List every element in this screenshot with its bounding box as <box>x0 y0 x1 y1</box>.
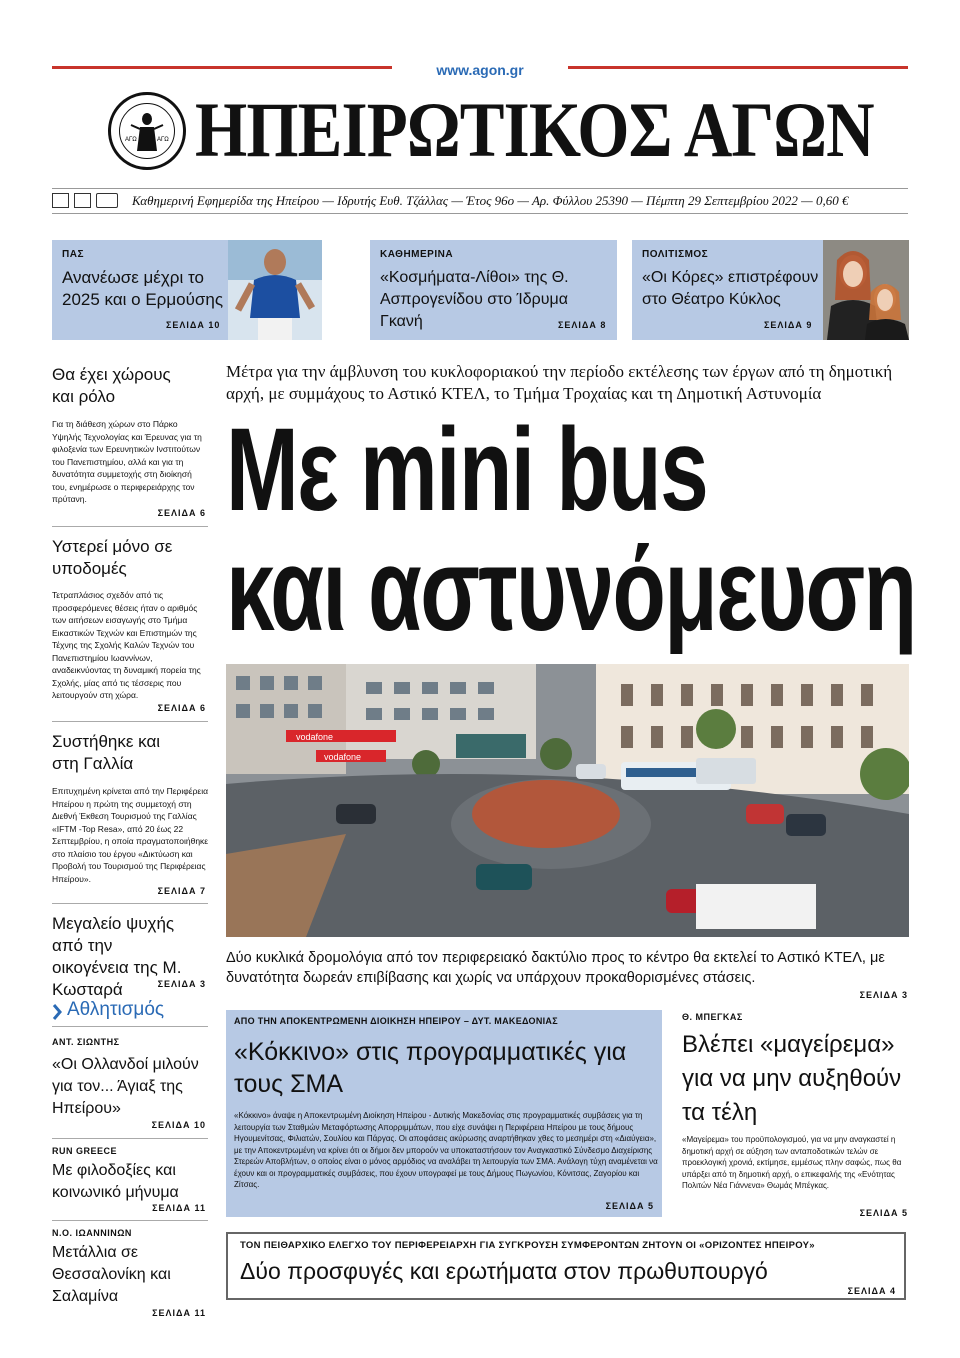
top-rule-left <box>52 66 392 69</box>
promo-politismos[interactable] <box>632 240 909 340</box>
sports-page: ΣΕΛΙΔΑ 11 <box>152 1308 206 1318</box>
svg-text:ΑΓΩ: ΑΓΩ <box>157 137 169 143</box>
promo-title: «Κοσμήματα-Λίθοι» της Θ. Ασπρογενίδου στο Ίδρυμα Γκανή <box>380 269 569 330</box>
divider <box>52 1220 208 1221</box>
divider <box>52 1138 208 1139</box>
divider <box>52 903 208 904</box>
promo-page: ΣΕΛΙΔΑ 9 <box>764 320 813 330</box>
sidebar-page: ΣΕΛΙΔΑ 7 <box>157 886 206 896</box>
story-pm-box[interactable] <box>226 1232 906 1300</box>
footballer-photo <box>228 240 322 340</box>
story-title: «Κόκκινο» στις προγραμματικές για τους ΣΜΑ <box>234 1038 627 1098</box>
site-url[interactable]: www.agon.gr <box>436 62 524 78</box>
vodafone-sign: vodafone <box>324 752 362 762</box>
story-title[interactable]: Βλέπει «μαγείρεμα» για να μην αυξηθούν τα τέλη <box>682 1031 902 1126</box>
sports-kicker: RUN GREECE <box>52 1146 118 1156</box>
story-body: «Μαγείρεμα» του προϋπολογισμού, για να μην αναγκαστεί η δημοτική αρχή σε αύξηση των ανταποδοτικών τελών σε προεκλογική χρονιά, εκτίμησε, εμμέσως πλην σαφώς, πως θα υπάρξει από τη δημοτική αρχή, ο επικεφαλής της «Ενότητας Πολιτών Νέα Γιάννενα» Θωμάς Μπέγκας. <box>682 1135 902 1190</box>
promo-page: ΣΕΛΙΔΑ 8 <box>558 320 607 330</box>
sidebar-title[interactable]: Θα έχει χώρους και ρόλο <box>52 365 171 406</box>
sports-page: ΣΕΛΙΔΑ 11 <box>152 1203 206 1213</box>
sports-kicker: ΑΝΤ. ΣΙΩΝΤΗΣ <box>52 1037 120 1047</box>
sports-section-title: Αθλητισμός <box>67 999 165 1020</box>
story-sma-box[interactable] <box>226 1010 662 1217</box>
sports-kicker: Ν.Ο. ΙΩΑΝΝΙΝΩΝ <box>52 1228 132 1238</box>
promo-kathimerina[interactable] <box>370 240 617 340</box>
member-logo-icon <box>96 193 118 208</box>
photo-caption: Δύο κυκλικά δρομολόγια από τον περιφερειακό δακτύλιο προς το κέντρο θα εκτελεί το Αστικό ΚΤΕΛ, με δυνατότητα δωρεάν επιβίβασης και χωρίς να υπάρχουν προκαθορισμένες στάσεις. <box>226 950 885 986</box>
member-logo-icon <box>52 193 69 208</box>
top-rule-right <box>568 66 908 69</box>
promo-category: ΠΑΣ <box>62 249 84 260</box>
lead-headline-line2[interactable]: και αστυνόμευση <box>226 524 916 656</box>
svg-text:ΑΓΩ: ΑΓΩ <box>125 137 137 143</box>
info-bar <box>52 188 908 214</box>
promo-title: «Οι Κόρες» επιστρέφουν στο Θέατρο Κύκλος <box>642 269 819 308</box>
promo-pas[interactable] <box>52 240 322 340</box>
story-kicker: Θ. ΜΠΕΓΚΑΣ <box>682 1012 743 1022</box>
sidebar-body: Τετραπλάσιος σχεδόν από τις προσφερόμενες θέσεις ήταν ο αριθμός των αιτήσεων εισαγωγής στο Τμήμα Εικαστικών Τεχνών και Επιστημών της Τέχνης της Σχολής Καλών Τεχνών του Πανεπιστημίου Ιωαννίνων, αναδεικνύοντας τη δυναμική πορεία της Σχολής, μίας από τις τέσσερις που λειτουργούν στη χώρα. <box>52 590 201 700</box>
promo-category: ΚΑΘΗΜΕΡΙΝΑ <box>380 249 454 260</box>
member-logo-icon <box>74 193 91 208</box>
story-page: ΣΕΛΙΔΑ 5 <box>605 1201 654 1211</box>
story-kicker: ΤΟΝ ΠΕΙΘΑΡΧΙΚΟ ΕΛΕΓΧΟ ΤΟΥ ΠΕΡΙΦΕΡΕΙΑΡΧΗ ΓΙΑ ΣΥΓΚΡΟΥΣΗ ΣΥΜΦΕΡΟΝΤΩΝ ΖΗΤΟΥΝ ΟΙ «ΟΡΙΖΟΝΤΕΣ ΗΠΕΙΡΟΥ» <box>240 1240 815 1251</box>
promo-category: ΠΟΛΙΤΙΣΜΟΣ <box>642 249 709 260</box>
chevron-right-icon <box>52 1003 62 1021</box>
story-page: ΣΕΛΙΔΑ 5 <box>859 1208 908 1218</box>
sports-page: ΣΕΛΙΔΑ 10 <box>151 1120 206 1130</box>
sidebar-title[interactable]: Μεγαλείο ψυχής από την οικογένεια της Μ. Κωσταρά <box>52 914 182 999</box>
theatre-photo <box>823 240 909 340</box>
sports-title[interactable]: Μετάλλια σε Θεσσαλονίκη και Σαλαμίνα <box>52 1244 171 1305</box>
sidebar-title[interactable]: Υστερεί μόνο σε υποδομές <box>52 537 173 578</box>
story-kicker: ΑΠΟ ΤΗΝ ΑΠΟΚΕΝΤΡΩΜΕΝΗ ΔΙΟΙΚΗΣΗ ΗΠΕΙΡΟΥ – ΔΥΤ. ΜΑΚΕΔΟΝΙΑΣ <box>234 1016 558 1026</box>
sidebar-page: ΣΕΛΙΔΑ 6 <box>157 703 206 713</box>
lead-deck: Μέτρα για την άμβλυνση του κυκλοφοριακού την περίοδο εκτέλεσης των έργων από τη δημοτική αρχή, με συμμάχους το Αστικό ΚΤΕΛ, το Τμήμα Τροχαίας και τη Δημοτική Αστυνομία <box>226 362 893 403</box>
sidebar-title[interactable]: Συστήθηκε και στη Γαλλία <box>52 732 161 773</box>
story-page: ΣΕΛΙΔΑ 4 <box>847 1286 896 1296</box>
sidebar-page: ΣΕΛΙΔΑ 3 <box>157 979 206 989</box>
sports-title[interactable]: «Οι Ολλανδοί μιλούν για τον... Άγιαξ της Ηπείρου» <box>52 1056 199 1117</box>
story-title: Δύο προσφυγές και ερωτήματα στον πρωθυπουργό <box>240 1258 768 1284</box>
issue-info: Καθημερινή Εφημερίδα της Ηπείρου — Ιδρυτής Ευθ. Τζάλλας — Έτος 96ο — Αρ. Φύλλου 25390 — Πέμπτη 29 Σεπτεμβρίου 2022 — 0,60 € <box>132 193 849 208</box>
vodafone-sign: vodafone <box>296 732 334 742</box>
sports-title[interactable]: Με φιλοδοξίες και κοινωνικό μήνυμα <box>52 1162 179 1201</box>
masthead-title: ΗΠΕΙΡΩΤΙΚΟΣ ΑΓΩΝ <box>195 86 874 173</box>
divider <box>52 721 208 722</box>
divider <box>52 526 208 527</box>
story-body: «Κόκκινο» άναψε η Αποκεντρωμένη Διοίκηση Ηπείρου - Δυτικής Μακεδονίας στις προγραμματικές συμβάσεις για τη λειτουργία των Σταθμών Μεταφόρτωσης Απορριμμάτων, που είχε συνάψει η Περιφέρεια Ηπείρου με τους δήμους Ηγουμενίτσας, Φιλιατών, Σουλίου και Πάργας. Οι αποφάσεις ακύρωσης αναρτήθηκαν χθες το μεσημέρι στη «Διαύγεια», με την Αποκεντρωμένη να κρίνει ότι οι δήμοι δεν μπορούν να υποκαταστήσουν τον Αναγκαστικό Σύνδεσμο Διαχείρισης Στερεών Αποβλήτων, ο οποίος είναι ο μόνος αρμόδιος να αναλάβει τη λειτουργία των ΣΜΑ. Ανάλογη τύχη αναμένεται να έχουν και οι προγραμματικές συμβάσεις, που έχουν υπογραφεί με τους Δήμους Πωγωνίου, Κόνιτσας, Ζαγορίου και Ζίτσας. <box>234 1111 658 1189</box>
seal-logo-icon <box>108 92 186 170</box>
promo-page: ΣΕΛΙΔΑ 10 <box>166 320 221 330</box>
sports-section-header <box>52 998 208 1027</box>
sidebar-body: Επιτυχημένη κρίνεται από την Περιφέρεια Ηπείρου η πρώτη της συμμετοχή στη Διεθνή Έκθεση Τουρισμού της Γαλλίας «IFTM -Top Resa», από 20 έως 22 Σεπτεμβρίου, η οποία πραγματοποιήθηκε στο πλαίσιο του έργου «Δικτύωση και Προβολή του Τουρισμού της Περιφέρειας Ηπείρου». <box>52 786 209 884</box>
sidebar-body: Για τη διάθεση χώρων στο Πάρκο Υψηλής Τεχνολογίας και Έρευνας για τη φιλοξενία των Ερευνητικών Ινστιτούτων του Πανεπιστημίου, αλλά και για τη δυνατότητα συμμετοχής στη διοίκησή του, ενημέρωσε ο περιφερειάρχης τον πρύτανη. <box>52 419 202 504</box>
sidebar-page: ΣΕΛΙΔΑ 6 <box>157 508 206 518</box>
roundabout-photo <box>226 664 909 937</box>
lead-headline-line1[interactable]: Με mini bus <box>226 404 708 536</box>
promo-title: Ανανέωσε μέχρι το 2025 και ο Ερμούσης <box>62 268 224 309</box>
lead-page: ΣΕΛΙΔΑ 3 <box>859 990 908 1000</box>
